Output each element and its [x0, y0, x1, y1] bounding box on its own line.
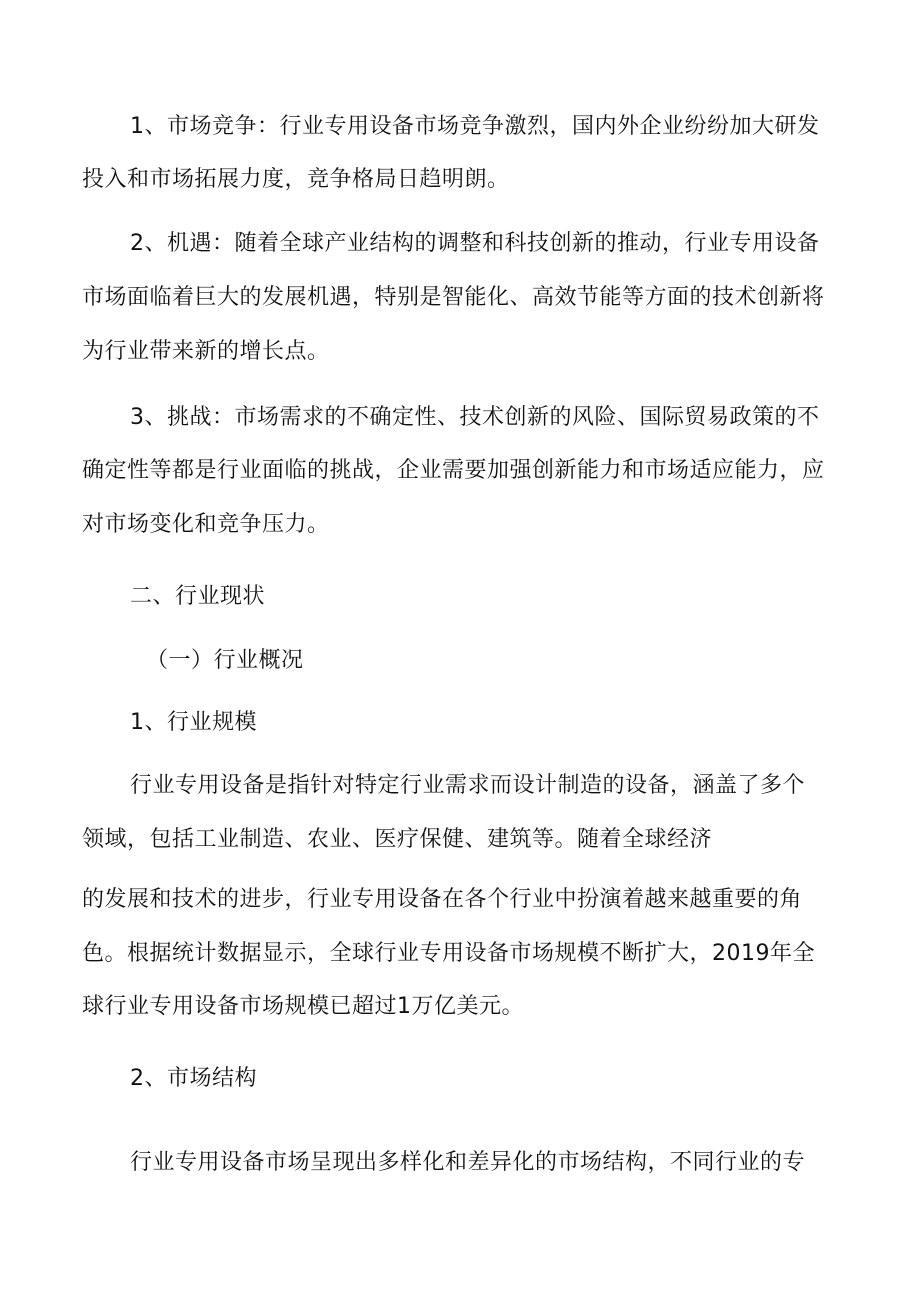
opportunity-line-2: 市场面临着巨大的发展机遇，特别是智能化、高效节能等方面的技术创新将 — [82, 285, 825, 310]
challenge-line-1: 3、挑战：市场需求的不确定性、技术创新的风险、国际贸易政策的不 — [130, 405, 820, 430]
competition-line-1: 1、市场竞争：行业专用设备市场竞争激烈，国内外企业纷纷加大研发 — [130, 114, 820, 139]
heading-industry-scale: 1、行业规模 — [130, 710, 257, 735]
scale-paragraph-line-4: 色。根据统计数据显示，全球行业专用设备市场规模不断扩大，2019年全 — [82, 941, 815, 966]
scale-paragraph-line-5: 球行业专用设备市场规模已超过1万亿美元。 — [82, 994, 524, 1019]
scale-paragraph-line-3: 的发展和技术的进步，行业专用设备在各个行业中扮演着越来越重要的角 — [82, 887, 803, 912]
scale-paragraph-line-1: 行业专用设备是指针对特定行业需求而设计制造的设备，涵盖了多个 — [130, 773, 806, 798]
scale-paragraph-line-2: 领域，包括工业制造、农业、医疗保健、建筑等。随着全球经济 — [82, 827, 713, 852]
heading-industry-overview: （一）行业概况 — [146, 648, 304, 673]
challenge-line-3: 对市场变化和竞争压力。 — [82, 512, 330, 537]
structure-paragraph-line-1: 行业专用设备市场呈现出多样化和差异化的市场结构，不同行业的专 — [130, 1150, 806, 1175]
opportunity-line-1: 2、机遇：随着全球产业结构的调整和科技创新的推动，行业专用设备 — [130, 231, 820, 256]
competition-line-2: 投入和市场拓展力度，竞争格局日趋明朗。 — [82, 167, 510, 192]
opportunity-line-3: 为行业带来新的增长点。 — [82, 339, 330, 364]
heading-industry-status: 二、行业现状 — [130, 584, 266, 609]
challenge-line-2: 确定性等都是行业面临的挑战，企业需要加强创新能力和市场适应能力，应 — [82, 458, 825, 483]
heading-market-structure: 2、市场结构 — [130, 1066, 257, 1091]
